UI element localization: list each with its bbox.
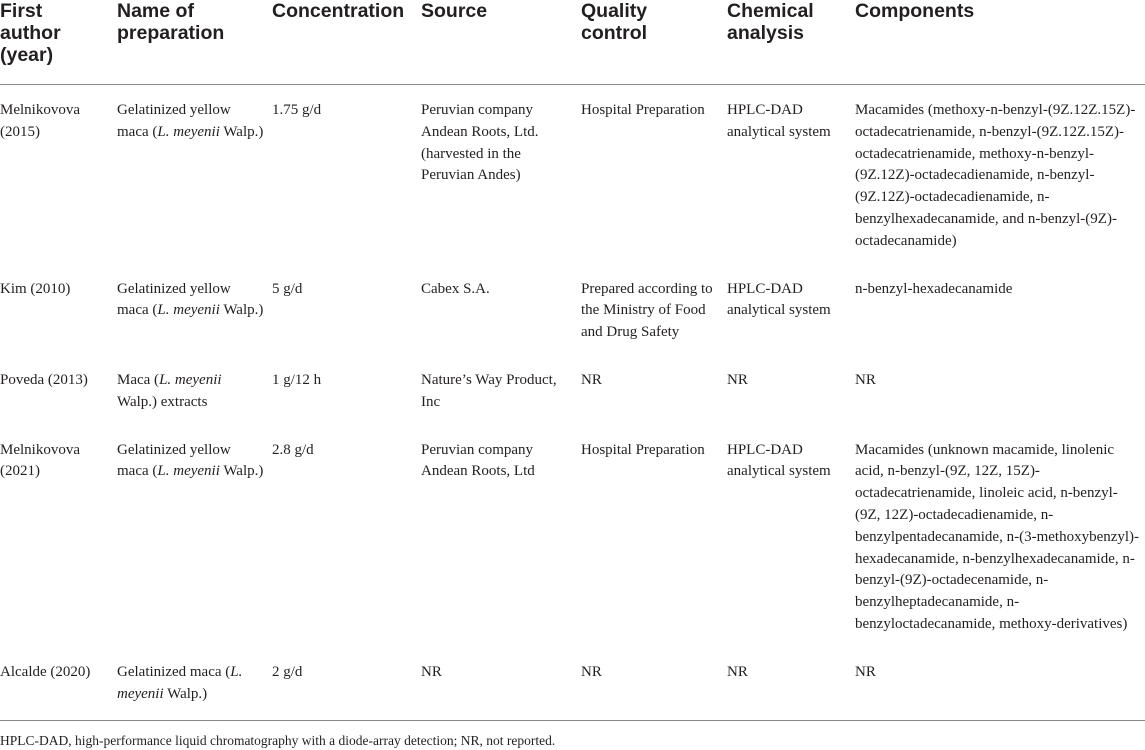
cell-author: Kim (2010) <box>0 280 71 297</box>
cell-quality-control: NR <box>578 647 724 721</box>
cell-chemical-analysis: HPLC-DAD analytical system <box>727 441 831 480</box>
header-quality-control: Quality control <box>578 0 724 85</box>
header-row <box>0 0 1145 85</box>
cell-author: Melnikovova (2015) <box>0 102 80 140</box>
cell-chemical-analysis: NR <box>724 647 852 721</box>
cell-author: Poveda (2013) <box>0 371 88 388</box>
cell-source: Peruvian company Andean Roots, Ltd. (harvested in the Peruvian Andes) <box>421 102 539 184</box>
cell-source: NR <box>418 647 578 721</box>
cell-preparation: Gelatinized yellow maca (L. meyenii Walp.) <box>117 102 264 140</box>
cell-components: Macamides (unknown macamide, linolenic acid, n-benzyl-(9Z, 12Z, 15Z)-octadecatrienamide, linoleic acid, n-benzyl-(9Z, 12Z)-octadecadienamide, n-benzylpentadecanamide, n-(3-methoxybenzyl)-hexadecanamide, n-benzylhexadecanamide, n-benzyl-(9Z)-octadecenamide, n-benzylheptadecanamide, n-benzyloctadecanamide, methoxy-derivatives) <box>855 441 1140 632</box>
table-row <box>0 647 1145 721</box>
table-row <box>0 264 1145 355</box>
cell-components: Macamides (methoxy-n-benzyl-(9Z.12Z.15Z)-octadecatrienamide, n-benzyl-(9Z.12Z.15Z)-octadecatrienamide, methoxy-n-benzyl-(9Z.12Z)-octadecadienamide, n-benzyl-(9Z.12Z)-octadecadienamide, n-benzylhexadecanamide, and n-benzyl-(9Z)-octadecanamide) <box>855 102 1136 249</box>
cell-preparation: Maca (L. meyenii Walp.) extracts <box>117 371 222 410</box>
cell-quality-control: Prepared according to the Ministry of Food and Drug Safety <box>581 280 713 341</box>
cell-components: n-benzyl-hexadecanamide <box>855 280 1013 297</box>
cell-concentration: 2 g/d <box>269 647 418 721</box>
cell-chemical-analysis: HPLC-DAD analytical system <box>727 280 831 319</box>
cell-components: NR <box>855 371 876 388</box>
cell-concentration: 1.75 g/d <box>272 102 322 118</box>
cell-chemical-analysis: NR <box>727 371 748 388</box>
table-header <box>0 0 1145 85</box>
table-row <box>0 355 1145 425</box>
header-first-author: First author (year) <box>0 0 114 85</box>
cell-source: Nature’s Way Product, Inc <box>421 371 557 410</box>
table-footnote: HPLC-DAD, high-performance liquid chromatography with a diode-array detection; NR, not reported. <box>0 733 556 748</box>
cell-preparation: Gelatinized maca (L. meyenii Walp.) <box>114 647 269 721</box>
cell-preparation: Gelatinized yellow maca (L. meyenii Walp.) <box>117 441 264 480</box>
header-chemical-analysis: Chemical analysis <box>724 0 852 85</box>
cell-concentration: 2.8 g/d <box>272 441 314 458</box>
header-source: Source <box>418 0 578 85</box>
cell-quality-control: Hospital Preparation <box>581 441 705 458</box>
cell-concentration: 1 g/12 h <box>272 371 322 388</box>
cell-chemical-analysis: HPLC-DAD analytical system <box>727 102 831 140</box>
cell-components: NR <box>852 647 1145 721</box>
table-row <box>0 85 1145 264</box>
header-concentration: Concentration <box>269 0 418 85</box>
cell-author: Alcalde (2020) <box>0 647 114 721</box>
table-row <box>0 425 1145 647</box>
cell-source: Cabex S.A. <box>421 280 490 297</box>
cell-quality-control: Hospital Preparation <box>581 102 705 118</box>
cell-preparation: Gelatinized yellow maca (L. meyenii Walp.) <box>117 280 264 319</box>
header-components: Components <box>852 0 1145 85</box>
header-name-of-preparation: Name of preparation <box>114 0 269 85</box>
cell-concentration: 5 g/d <box>272 280 303 297</box>
cell-source: Peruvian company Andean Roots, Ltd <box>421 441 535 480</box>
cell-quality-control: NR <box>581 371 602 388</box>
cell-author: Melnikovova (2021) <box>0 441 80 480</box>
table-body <box>0 85 1145 721</box>
